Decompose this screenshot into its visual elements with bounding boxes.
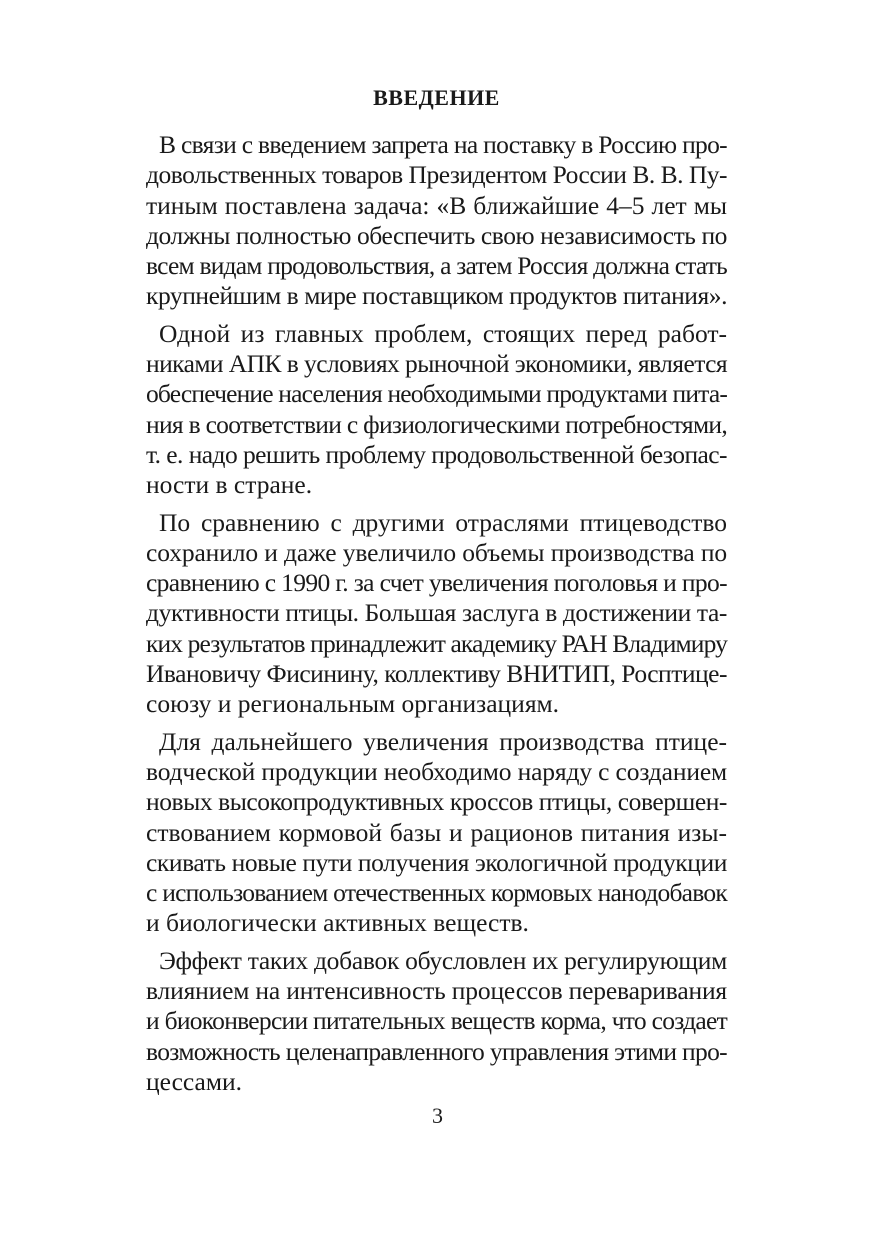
text-line: сохранило и даже увеличило объемы производства по — [146, 537, 727, 567]
text-line: влиянием на интенсивность процессов переваривания — [146, 976, 727, 1006]
text-line: союзу и региональным организациям. — [146, 689, 560, 719]
paragraph — [146, 508, 727, 720]
paragraph — [146, 946, 727, 1097]
text-line: ких результатов принадлежит академику РАН Владимиру — [146, 628, 727, 658]
text-line: Для дальнейшего увеличения производства птице- — [159, 726, 727, 756]
text-line: всем видам продовольствия, а затем Россия должна стать — [146, 251, 727, 281]
text-line: водческой продукции необходимо наряду с созданием — [146, 756, 727, 786]
text-line: сравнению с 1990 г. за счет увеличения поголовья и про- — [146, 568, 727, 598]
text-line: ния в соответствии с физиологическими потребностями, — [146, 409, 727, 439]
text-line: дуктивности птицы. Большая заслуга в достижении та- — [146, 598, 727, 628]
text-line: крупнейшим в мире поставщиком продуктов питания». — [146, 281, 727, 311]
text-line: Ивановичу Фисинину, коллективу ВНИТИП, Росптице- — [146, 659, 727, 689]
text-line: должны полностью обеспечить свою независимость по — [146, 220, 727, 250]
page-title: ВВЕДЕНИЕ — [373, 85, 500, 110]
page-body — [146, 80, 727, 1097]
paragraph — [146, 319, 727, 501]
text-line: никами АПК в условиях рыночной экономики, является — [146, 349, 727, 379]
page-number: 3 — [432, 1103, 443, 1128]
paragraph — [146, 130, 727, 312]
text-line: Эффект таких добавок обусловлен их регулирующим — [159, 945, 727, 975]
text-line: Одной из главных проблем, стоящих перед работ- — [159, 318, 727, 348]
text-line: с использованием отечественных кормовых нанодобавок — [146, 878, 728, 908]
text-line: тиным поставлена задача: «В ближайшие 4–5 лет мы — [146, 190, 727, 220]
paragraph — [146, 727, 727, 939]
text-line: обеспечение населения необходимыми продуктами пита- — [146, 379, 727, 409]
text-line: новых высокопродуктивных кроссов птицы, совершен- — [146, 787, 727, 817]
text-line: т. е. надо решить проблему продовольственной безопас- — [146, 439, 727, 469]
text-line: цессами. — [146, 1066, 243, 1096]
text-line: скивать новые пути получения экологичной продукции — [146, 847, 727, 877]
text-line: и биологически активных веществ. — [146, 908, 529, 938]
text-line: ствованием кормовой базы и рационов питания изы- — [146, 817, 727, 847]
text-line: и биоконверсии питательных веществ корма, что создает — [146, 1006, 727, 1036]
text-body — [146, 130, 727, 1097]
text-line: довольственных товаров Президентом России В. В. Пу- — [146, 160, 727, 190]
text-line: ности в стране. — [146, 470, 313, 500]
text-line: В связи с введением запрета на поставку в Россию про- — [159, 130, 727, 159]
text-line: По сравнению с другими отраслями птицеводство — [159, 507, 727, 537]
text-line: возможность целенаправленного управления этими про- — [146, 1036, 727, 1066]
